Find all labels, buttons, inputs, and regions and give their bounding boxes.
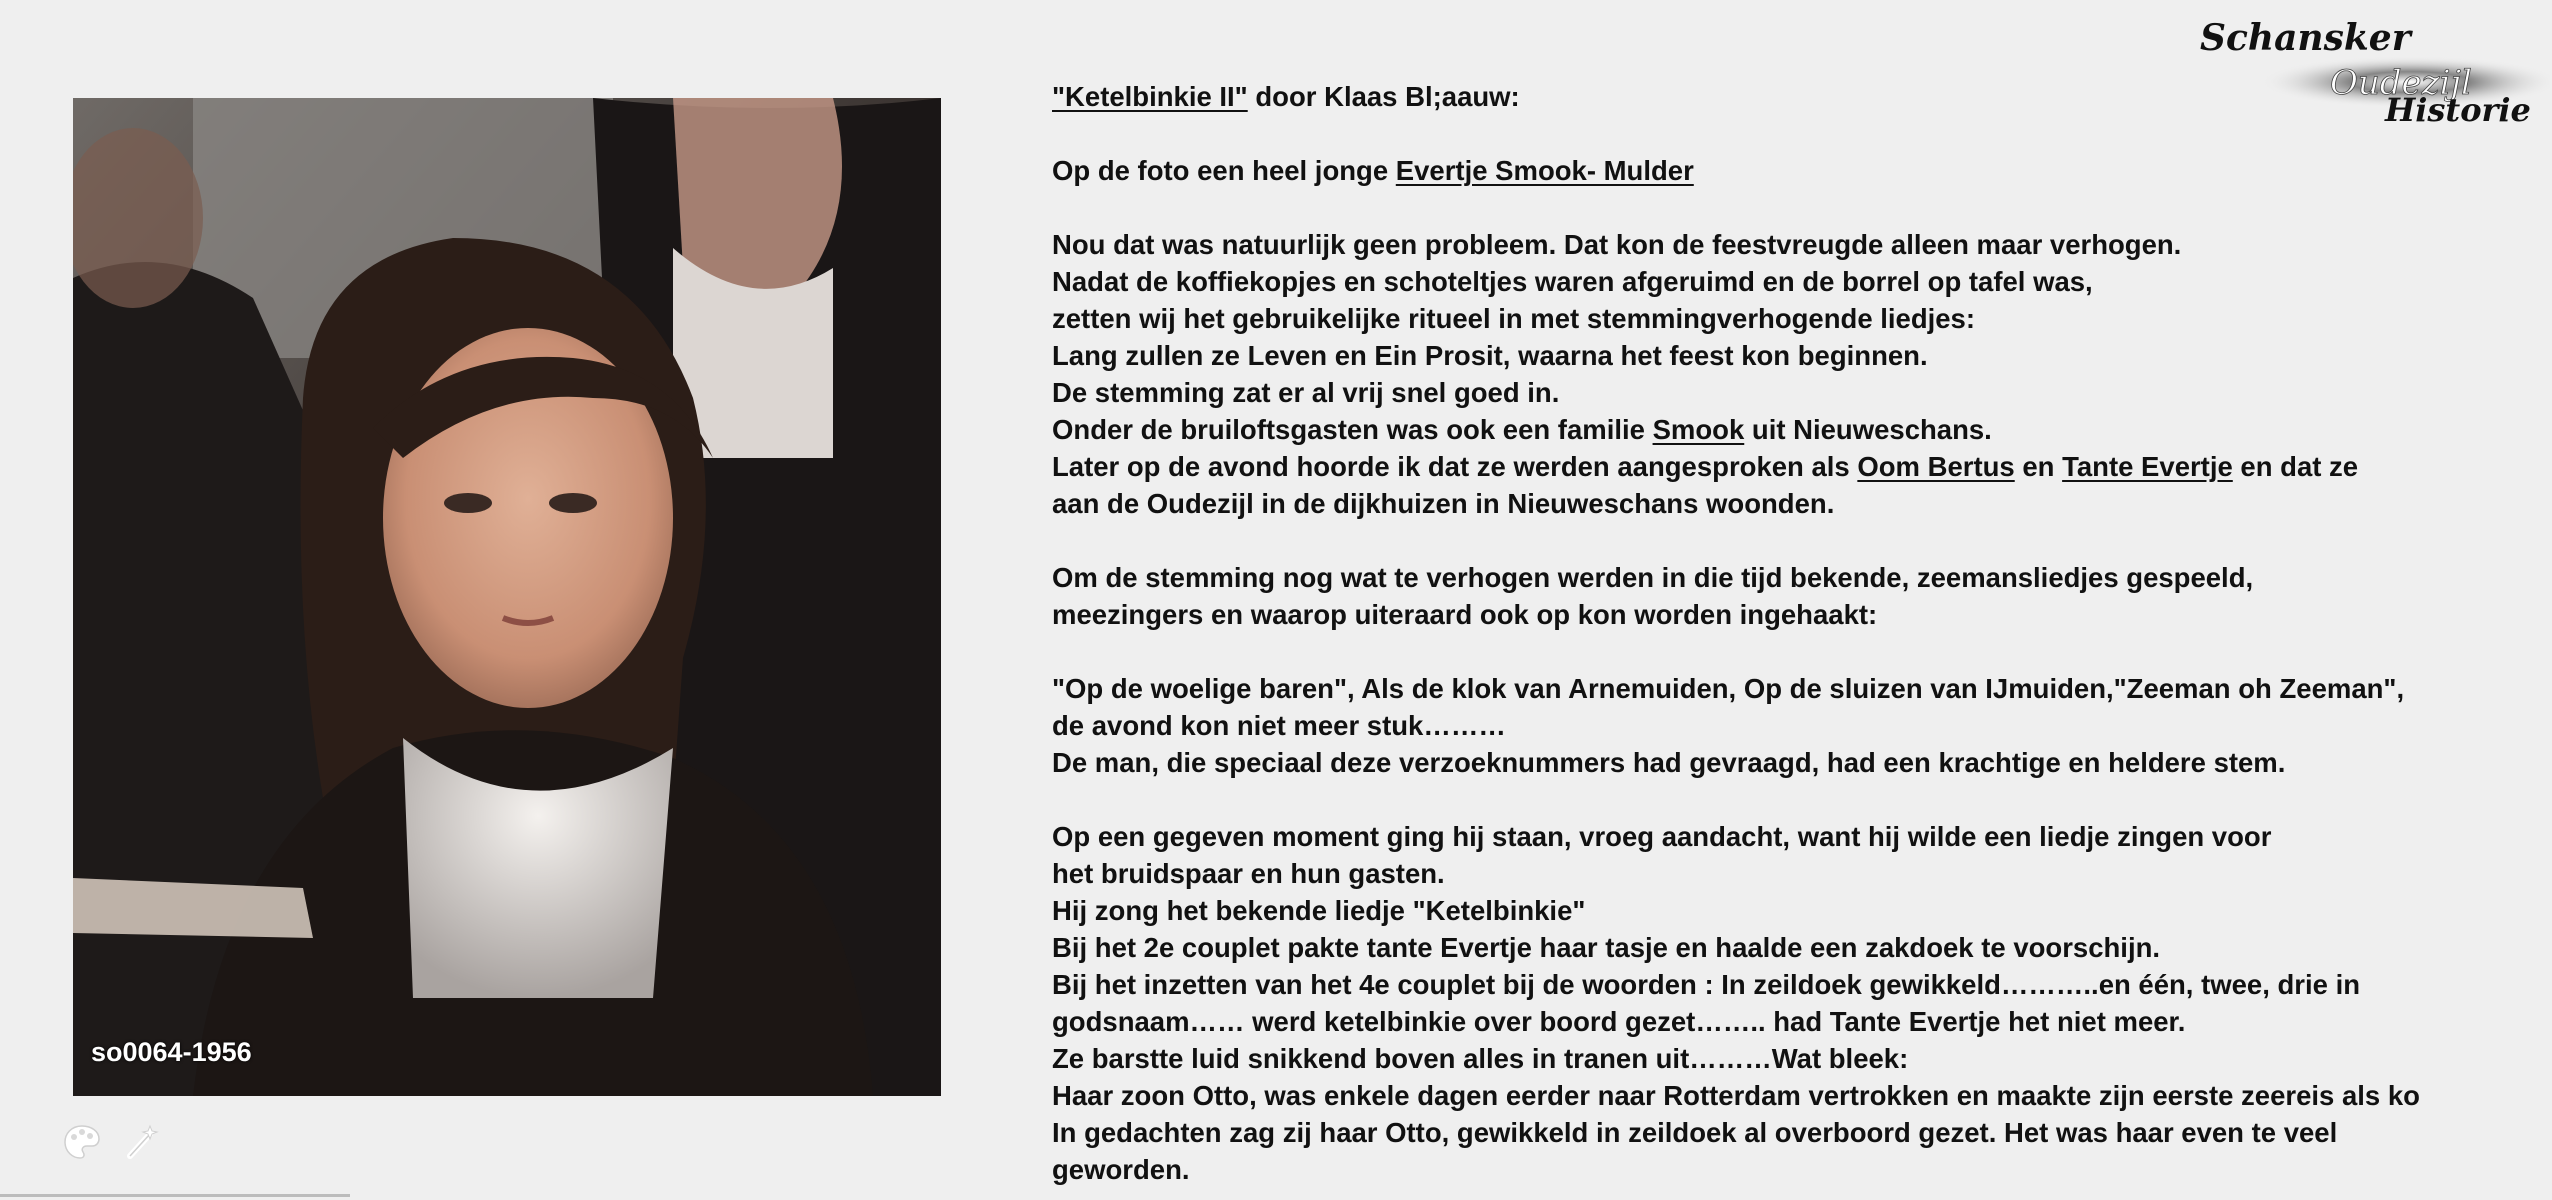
later-en: en (2014, 451, 2063, 482)
paragraph-line: Haar zoon Otto, was enkele dagen eerder naar Rotterdam vertrokken en maakte zijn eerste zeereis als ko (1052, 1080, 2420, 1111)
paragraph-line: De man, die speciaal deze verzoeknummers had gevraagd, had een krachtige en heldere stem. (1052, 747, 2286, 778)
paragraph-line: aan de Oudezijl in de dijkhuizen in Nieuweschans woonden. (1052, 488, 1835, 519)
paragraph-line: De stemming zat er al vrij snel goed in. (1052, 377, 1560, 408)
photo-intro-line (1052, 152, 2552, 189)
paragraph-line: In gedachten zag zij haar Otto, gewikkeld in zeildoek al overboord gezet. Het was haar even te veel (1052, 1117, 2338, 1148)
photo-subject-name: Evertje Smook- Mulder (1395, 155, 1694, 186)
photo-tools (62, 1122, 160, 1162)
name-oom-bertus: Oom Bertus (1857, 451, 2015, 482)
paragraph-line: Ze barstte luid snikkend boven alles in tranen uit………Wat bleek: (1052, 1043, 1909, 1074)
paragraph-line: "Op de woelige baren", Als de klok van Arnemuiden, Op de sluizen van IJmuiden,"Zeeman oh Zeeman", (1052, 673, 2405, 704)
scroll-indicator (0, 1194, 350, 1197)
later-text-end: en dat ze (2232, 451, 2359, 482)
article-heading (1052, 78, 2552, 115)
paragraph-line: Op een gegeven moment ging hij staan, vroeg aandacht, want hij wilde een liedje zingen voor (1052, 821, 2272, 852)
paragraph-line: zetten wij het gebruikelijke ritueel in met stemmingverhogende liedjes: (1052, 303, 1976, 334)
magic-wand-icon[interactable] (120, 1122, 160, 1162)
guests-line (1052, 411, 2552, 448)
article-body (1052, 78, 2552, 1188)
later-line (1052, 448, 2552, 485)
name-tante-evertje: Tante Evertje (2062, 451, 2233, 482)
guests-text: Onder de bruiloftsgasten was ook een familie (1052, 414, 1653, 445)
paragraph-line: Bij het 2e couplet pakte tante Evertje haar tasje en haalde een zakdoek te voorschijn. (1052, 932, 2161, 963)
portrait-image (73, 98, 941, 1096)
paragraph-line: Lang zullen ze Leven en Ein Prosit, waarna het feest kon beginnen. (1052, 340, 1928, 371)
logo-line-schansker: Schansker (2200, 17, 2411, 59)
family-name-smook: Smook (1652, 414, 1745, 445)
logo-line-oudezijl: Oudezijl (2330, 63, 2472, 103)
portrait-photo (73, 98, 941, 1096)
paragraph-line: de avond kon niet meer stuk……… (1052, 710, 1506, 741)
paragraph-line: geworden. (1052, 1154, 1190, 1185)
guests-text-end: uit Nieuweschans. (1744, 414, 1992, 445)
logo-line-historie: Historie (2385, 91, 2531, 129)
paragraph-line: godsnaam…… werd ketelbinkie over boord gezet…….. had Tante Evertje het niet meer. (1052, 1006, 2186, 1037)
paragraph-line: Om de stemming nog wat te verhogen werden in die tijd bekende, zeemansliedjes gespeeld, (1052, 562, 2254, 593)
photo-intro-text: Op de foto een heel jonge (1052, 155, 1396, 186)
paragraph-line: Nou dat was natuurlijk geen probleem. Dat kon de feestvreugde alleen maar verhogen. (1052, 229, 2182, 260)
paragraph-line: Nadat de koffiekopjes en schoteltjes waren afgeruimd en de borrel op tafel was, (1052, 266, 2093, 297)
article-byline: door Klaas Bl;aauw: (1255, 81, 1520, 112)
paragraph-line: meezingers en waarop uiteraard ook op kon worden ingehaakt: (1052, 599, 1878, 630)
paragraph-line: Bij het inzetten van het 4e couplet bij de woorden : In zeildoek gewikkeld………..en één, twee, drie in (1052, 969, 2361, 1000)
article-title: "Ketelbinkie II" (1052, 81, 1248, 112)
photo-caption: so0064-1956 (91, 1037, 252, 1067)
palette-icon[interactable] (62, 1122, 102, 1162)
paragraph-line: Hij zong het bekende liedje "Ketelbinkie" (1052, 895, 1586, 926)
later-text: Later op de avond hoorde ik dat ze werden aangesproken als (1052, 451, 1858, 482)
paragraph-line: het bruidspaar en hun gasten. (1052, 858, 1445, 889)
